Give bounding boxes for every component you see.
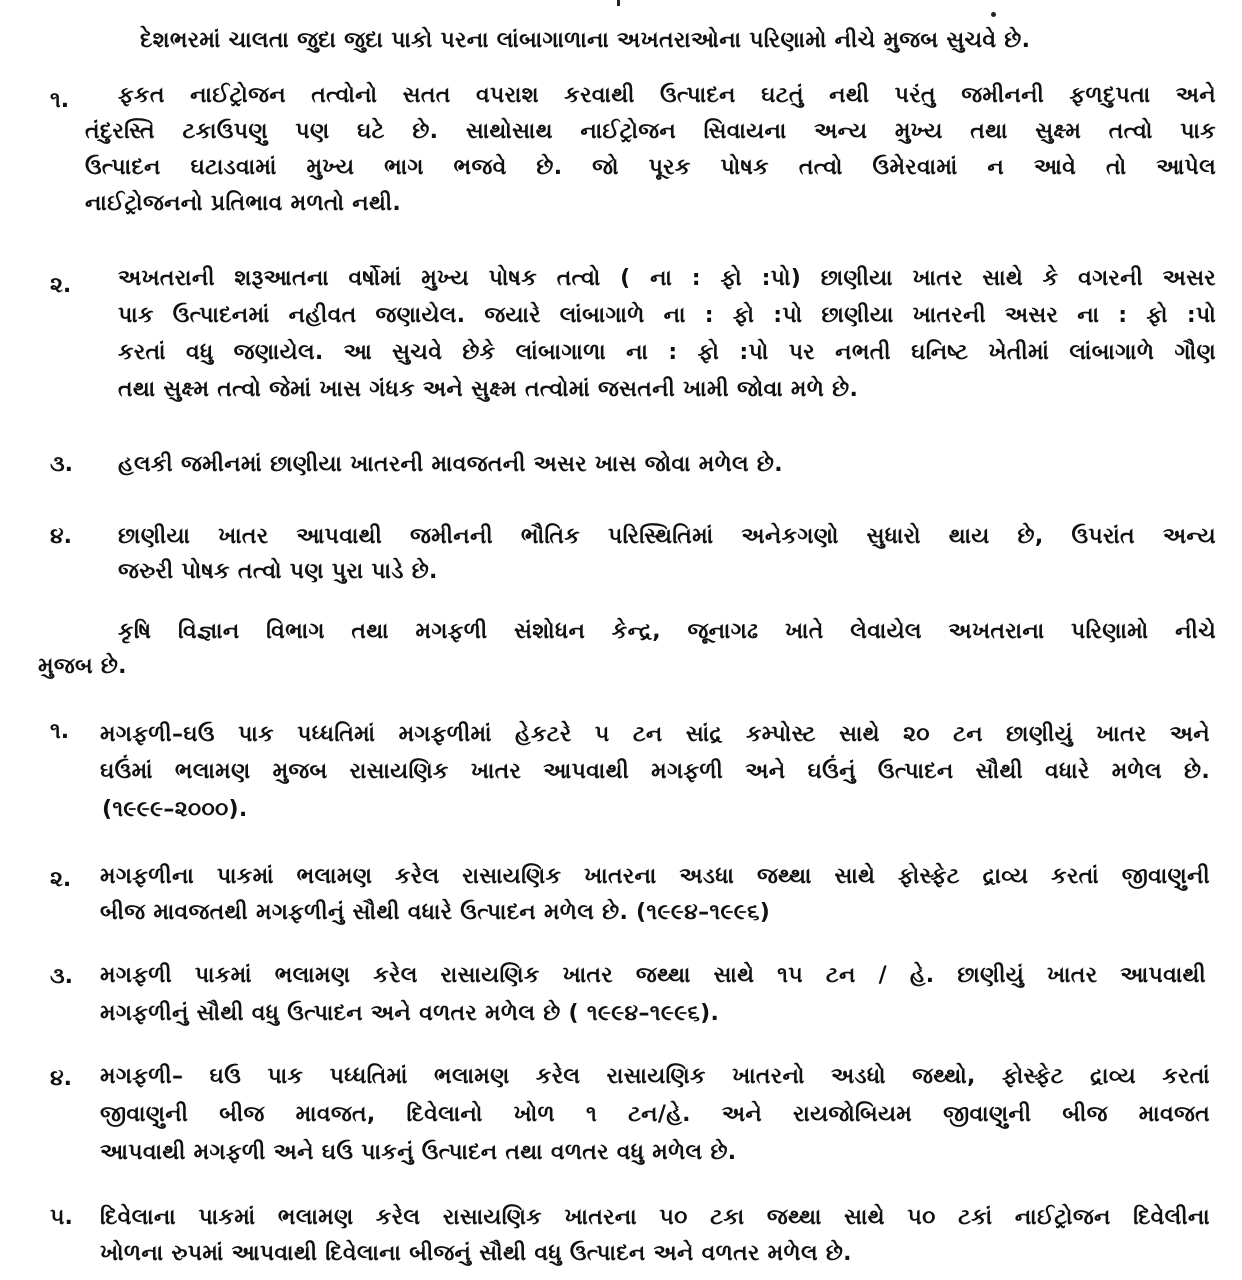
intro-text: દેશભરમાં ચાલતા જુદા જુદા પાકો પરના લાંબાગાળાના અખતરાઓના પરિણામો નીચે મુજબ સુચવે છે. <box>140 28 1031 53</box>
s1-item-1-line-1: ફકત નાઈટ્રોજન તત્વોનો સતત વપરાશ કરવાથી ઉત્પાદન ઘટતું નથી પરંતુ જમીનની ફળદુપતા અને <box>118 83 1216 108</box>
middle-text-line-2: મુજબ છે. <box>38 654 127 679</box>
dot-mark <box>991 12 996 17</box>
s2-item-5-line-1: દિવેલાના પાકમાં ભલામણ કરેલ રાસાયણિક ખાતરના ૫૦ ટકા જથ્થા સાથે ૫૦ ટકાં નાઈટ્રોજન દિવેલીના <box>100 1205 1210 1230</box>
s2-item-4-number: ૪. <box>50 1066 72 1091</box>
s2-item-3-line-2: મગફળીનું સૌથી વધુ ઉત્પાદન અને વળતર મળેલ છે ( ૧૯૯૪–૧૯૯૬). <box>100 1001 720 1026</box>
s1-item-2-line-3: કરતાં વધુ જણાયેલ. આ સુચવે છેકે લાંબાગાળા ના : ફો :પો પર નભતી ઘનિષ્ટ ખેતીમાં લાંબાગાળે ગૌણ <box>118 340 1216 365</box>
s2-item-2-number: ૨. <box>50 867 72 892</box>
s2-item-2-line-2: બીજ માવજતથી મગફળીનું સૌથી વધારે ઉત્પાદન મળેલ છે. (૧૯૯૪–૧૯૯૬) <box>100 900 771 925</box>
s2-item-1-line-2: ઘઉંમાં ભલામણ મુજબ રાસાયણિક ખાતર આપવાથી મગફળી અને ઘઉંનું ઉત્પાદન સૌથી વધારે મળેલ છે. <box>100 759 1210 784</box>
s1-item-2-line-4: તથા સુક્ષ્મ તત્વો જેમાં ખાસ ગંધક અને સુક્ષ્મ તત્વોમાં જસતની ખામી જોવા મળે છે. <box>118 377 859 402</box>
s1-item-1-number: ૧. <box>50 88 70 113</box>
s2-item-4-line-3: આપવાથી મગફળી અને ઘઉ પાકનું ઉત્પાદન તથા વળતર વધુ મળેલ છે. <box>100 1140 737 1165</box>
s2-item-3-line-1: મગફળી પાકમાં ભલામણ કરેલ રાસાયણિક ખાતર જથ્થા સાથે ૧૫ ટન / હે. છાણીયું ખાતર આપવાથી <box>100 963 1206 988</box>
s1-item-1-line-4: નાઈટ્રોજનનો પ્રતિભાવ મળતો નથી. <box>85 191 402 216</box>
s1-item-2-number: ૨. <box>50 273 72 298</box>
s2-item-4-line-2: જીવાણુની બીજ માવજત, દિવેલાનો ખોળ ૧ ટન/હે. અને રાયજોબિયમ જીવાણુની બીજ માવજત <box>100 1102 1210 1127</box>
s2-item-2-line-1: મગફળીના પાકમાં ભલામણ કરેલ રાસાયણિક ખાતરના અડધા જથ્થા સાથે ફોસ્ફેટ દ્રાવ્ય કરતાં જીવાણુની <box>100 864 1210 889</box>
s1-item-1-line-2: તંદુરસ્તિ ટકાઉપણુ પણ ઘટે છે. સાથોસાથ નાઈટ્રોજન સિવાયના અન્ય મુખ્ય તથા સુક્ષ્મ તત્વો પાક <box>85 119 1216 144</box>
s2-item-4-line-1: મગફળી– ઘઉ પાક પધ્ધતિમાં ભલામણ કરેલ રાસાયણિક ખાતરનો અડધો જથ્થો, ફોસ્ફેટ દ્રાવ્ય કરતાં <box>100 1064 1210 1089</box>
s2-item-5-number: ૫. <box>50 1205 73 1230</box>
s2-item-3-number: ૩. <box>50 964 74 989</box>
s1-item-1-line-3: ઉત્પાદન ઘટાડવામાં મુખ્ય ભાગ ભજવે છે. જો પૂરક પોષક તત્વો ઉમેરવામાં ન આવે તો આપેલ <box>85 155 1216 180</box>
s2-item-1-line-1: મગફળી–ઘઉ પાક પધ્ધતિમાં મગફળીમાં હેકટરે ૫ ટન સાંદ્ર કમ્પોસ્ટ સાથે ૨૦ ટન છાણીયું ખાતર અને <box>100 722 1210 747</box>
s1-item-2-line-1: અખતરાની શરૂઆતના વર્ષોમાં મુખ્ય પોષક તત્વો ( ના : ફો :પો) છાણીયા ખાતર સાથે કે વગરની અસર <box>118 266 1216 291</box>
middle-text-line-1: કૃષિ વિજ્ઞાન વિભાગ તથા મગફળી સંશોધન કેન્દ્ર, જૂનાગઢ ખાતે લેવાયેલ અખતરાના પરિણામો નીચે <box>118 619 1216 644</box>
s1-item-4-line-2: જરુરી પોષક તત્વો પણ પુરા પાડે છે. <box>118 559 438 584</box>
s2-item-1-line-3: (૧૯૯૯–૨૦૦૦). <box>102 797 248 822</box>
s1-item-2-line-2: પાક ઉત્પાદનમાં નહીવત જણાયેલ. જયારે લાંબાગાળે ના : ફો :પો છાણીયા ખાતરની અસર ના : ફો :પો <box>118 303 1216 328</box>
s1-item-4-number: ૪. <box>50 524 72 549</box>
s2-item-5-line-2: ખોળના રુપમાં આપવાથી દિવેલાના બીજનું સૌથી વધુ ઉત્પાદન અને વળતર મળેલ છે. <box>100 1241 852 1266</box>
s1-item-3-line-1: હલકી જમીનમાં છાણીયા ખાતરની માવજતની અસર ખાસ જોવા મળેલ છે. <box>118 452 783 477</box>
top-mark <box>617 0 620 6</box>
s1-item-3-number: ૩. <box>50 452 74 477</box>
s1-item-4-line-1: છાણીયા ખાતર આપવાથી જમીનની ભૌતિક પરિસ્થિતિમાં અનેકગણો સુધારો થાય છે, ઉપરાંત અન્ય <box>118 524 1216 549</box>
s2-item-1-number: ૧. <box>50 719 70 744</box>
